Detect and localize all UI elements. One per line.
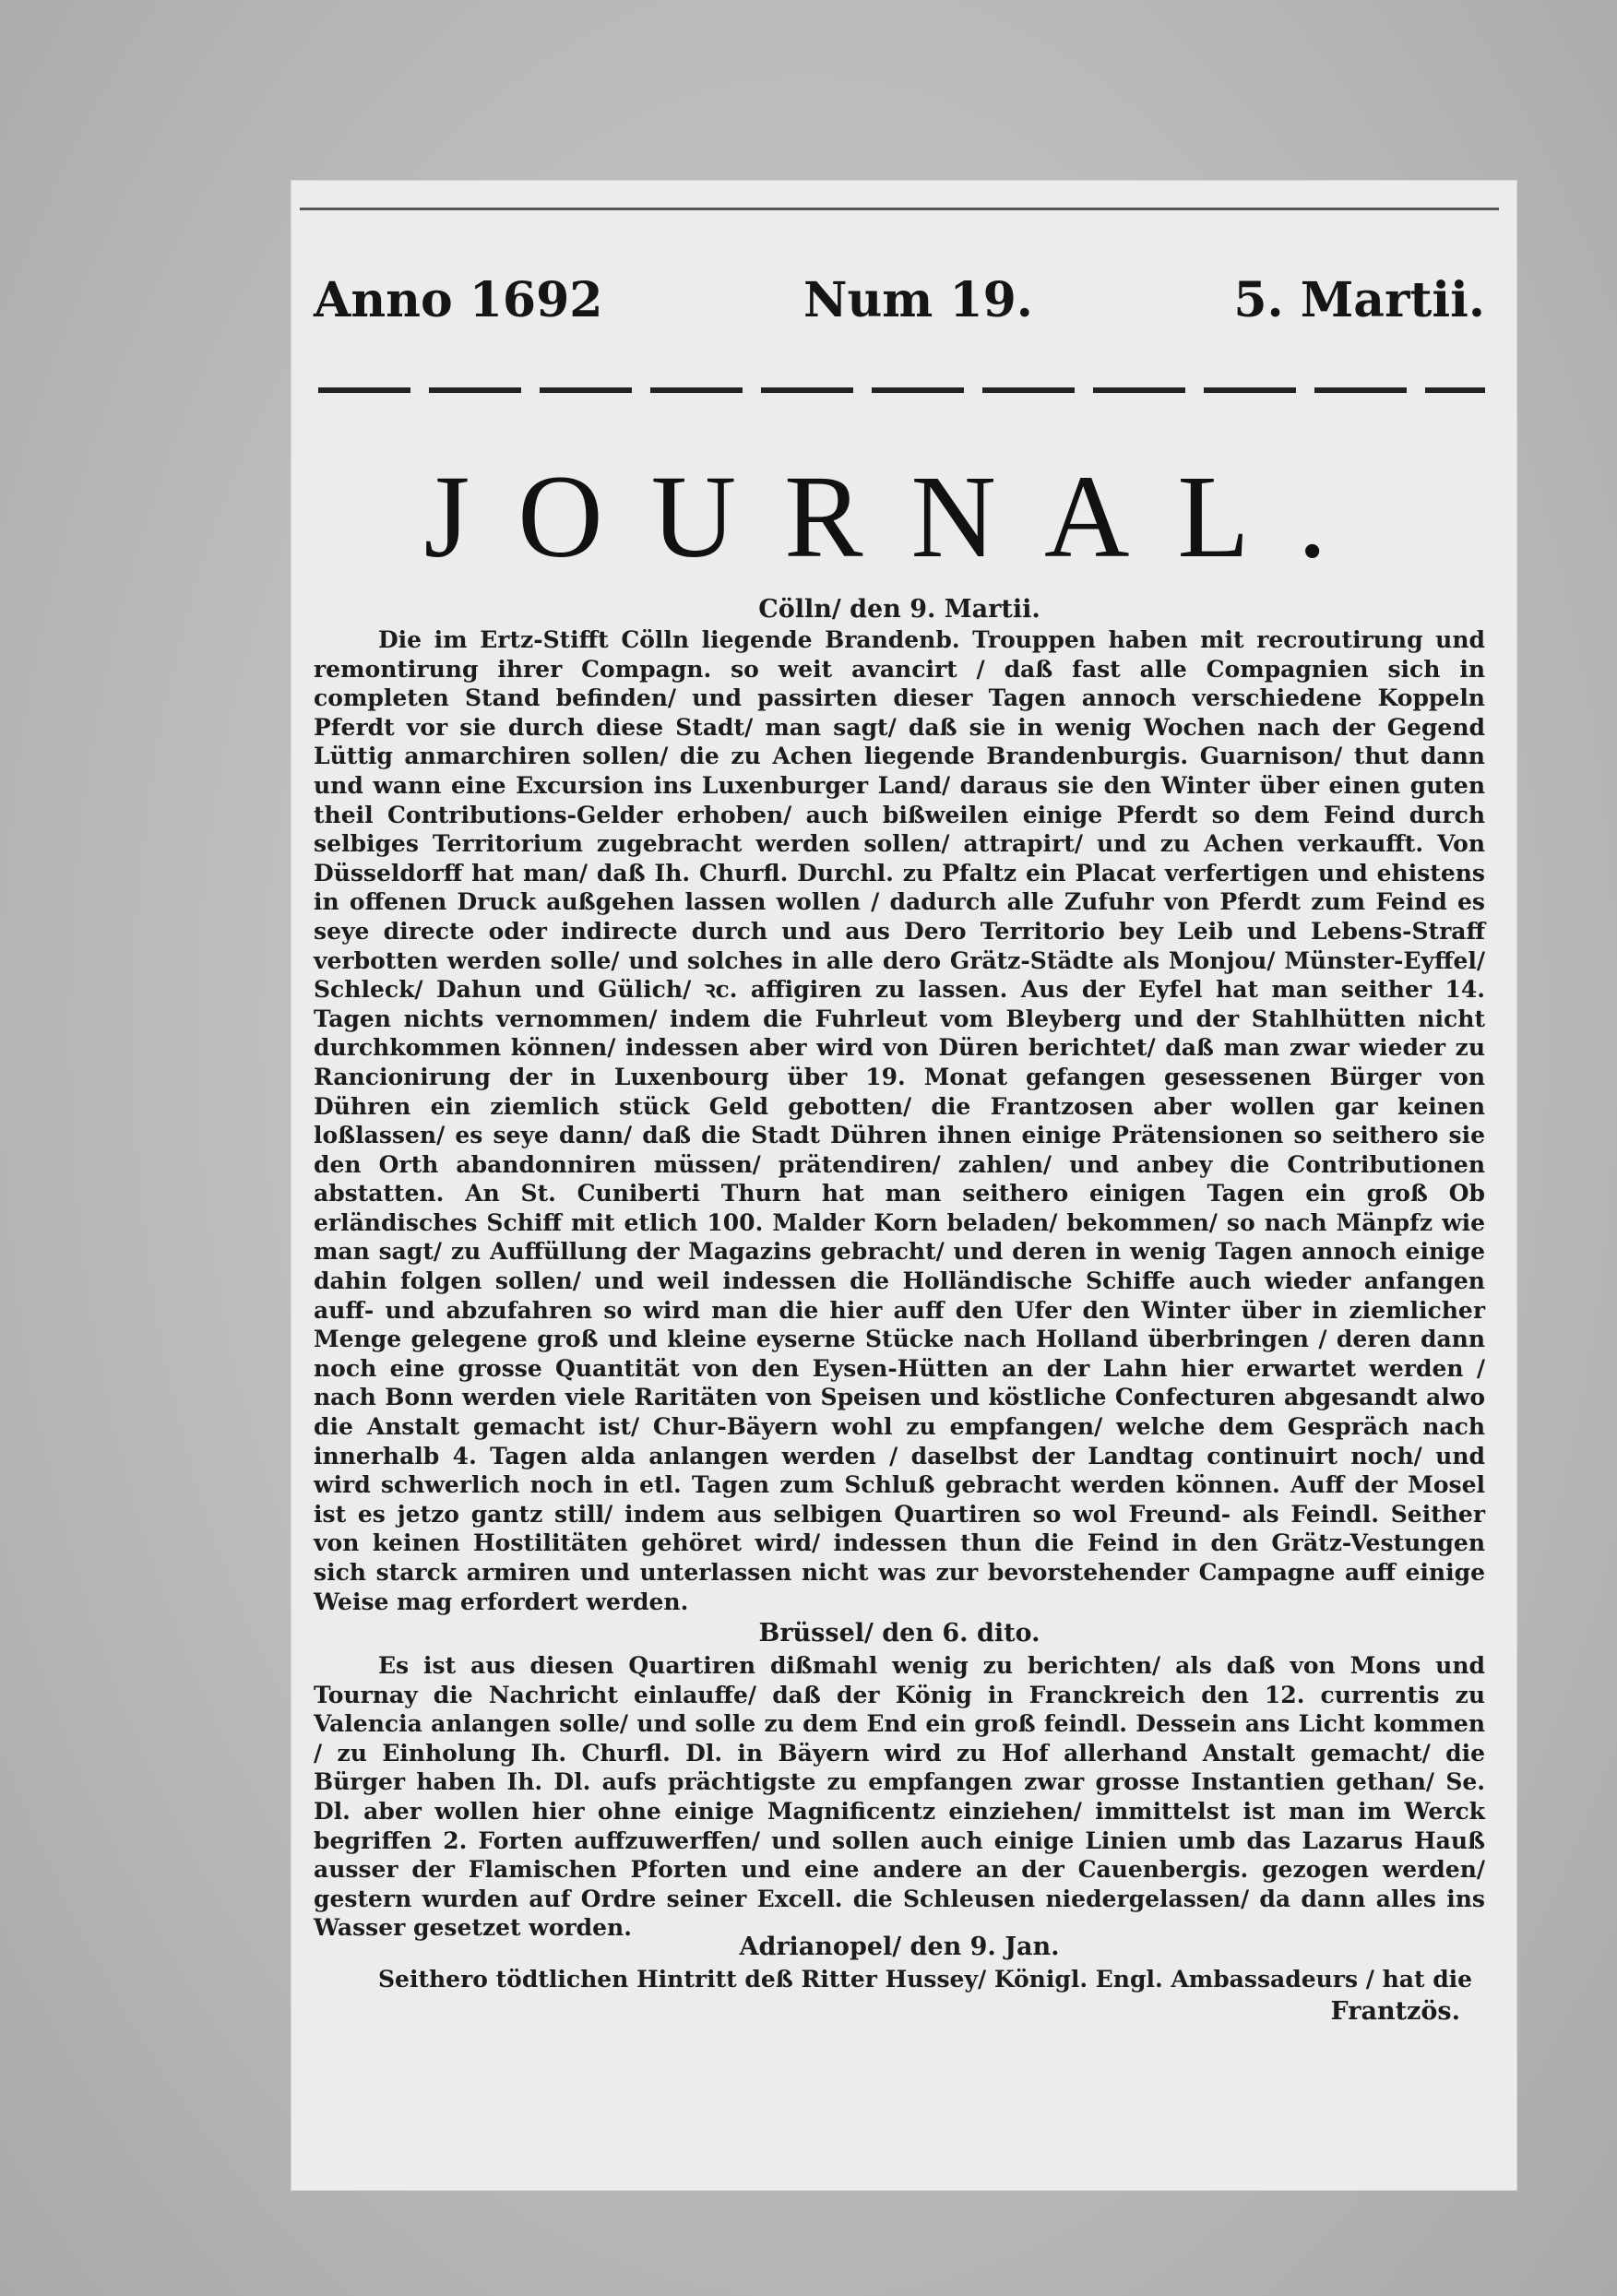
- article-brussels: Es ist aus diesen Quartiren dißmahl wenig zu berichten/ als daß von Mons und Tournay die Nachricht einlauffe/ daß der König in Franckreich den 12. currentis zu Valencia anlangen solle/ und solle zu dem End ein groß feindl. Dessein ans Licht kommen / zu Einholung Ih. Churfl. Dl. in Bäyern wird zu Hof allerhand Anstalt gemacht/ die Bürger haben Ih. Dl. aufs prächtigste zu empfangen zwar grosse Instantien gethan/ Se. Dl. aber wollen hier ohne einige Magnificentz einziehen/ immittelst ist man im Werck begriffen 2. Forten auffzuwerffen/ und sollen auch einige Linien umb das Lazarus Hauß ausser der Flamischen Pforten und eine andere an der Cauenbergis. gezogen werden/ gestern wurden auf Ordre seiner Excell. die Schleusen niedergelassen/ da dann alles ins Wasser gesetzet worden.: [314, 1652, 1485, 1942]
- catchword: Frantzös.: [1330, 1997, 1460, 2026]
- article-cologne: Die im Ertz-Stifft Cölln liegende Brandenb. Trouppen haben mit recroutirung und remontirung ihrer Compagn. so weit avancirt / daß fast alle Compagnien sich in completen Stand befinden/ und passirten dieser Tagen annoch verschiedene Koppeln Pferdt vor sie durch diese Stadt/ man sagt/ daß sie in wenig Wochen nach der Gegend Lüttig anmarchiren sollen/ die zu Achen liegende Brandenburgis. Guarnison/ thut dann und wann eine Excursion ins Luxenburger Land/ daraus sie den Winter über einen guten theil Contributions-Gelder erhoben/ auch bißweilen einige Pferdt so dem Feind durch selbiges Territorium zugebracht werden sollen/ attrapirt/ und zu Achen verkaufft. Von Düsseldorff hat man/ daß Ih. Churfl. Durchl. zu Pfaltz ein Placat verfertigen und ehistens in offenen Druck außgehen lassen wollen / dadurch alle Zufuhr von Pferdt zum Feind es seye directe oder indirecte durch und aus Dero Territorio bey Leib und Lebens-Straff verbotten werden solle/ und solches in alle dero Grätz-Städte als Monjou/ Münster-Eyffel/ Schleck/ Dahun und Gülich/ ꝛc. affigiren zu lassen. Aus der Eyfel hat man seither 14. Tagen nichts vernommen/ indem die Fuhrleut vom Bleyberg und der Stahlhütten nicht durchkommen können/ indessen aber wird von Düren berichtet/ daß man zwar wieder zu Rancionirung der in Luxenbourg über 19. Monat gefangen gesessenen Bürger von Dühren ein ziemlich stück Geld gebotten/ die Frantzosen aber wollen gar keinen loßlassen/ es seye dann/ daß die Stadt Dühren ihnen einige Prätensionen so seithero sie den Orth abandonniren müssen/ prätendiren/ zahlen/ und anbey die Contributionen abstatten. An St. Cuniberti Thurn hat man seithero einigen Tagen ein groß Ob erländisches Schiff mit etlich 100. Malder Korn beladen/ bekommen/ so nach Mänpfz wie man sagt/ zu Auffüllung der Magazins gebracht/ und deren in wenig Tagen annoch einige dahin folgen sollen/ und weil indessen die Holländische Schiffe auch wieder anfangen auff- und abzufahren so wird man die hier auff den Ufer den Winter über in ziemlicher Menge gelegene groß und kleine eyserne Stücke nach Holland überbringen / deren dann noch eine grosse Quantität von den Eysen-Hütten an der Lahn hier erwartet werden / nach Bonn werden viele Raritäten von Speisen und köstliche Confecturen abgesandt alwo die Anstalt gemacht ist/ Chur-Bäyern wohl zu empfangen/ welche dem Gespräch nach innerhalb 4. Tagen alda anlangen werden / daselbst der Landtag continuirt noch/ und wird schwerlich noch in etl. Tagen zum Schluß gebracht werden können. Auff der Mosel ist es jetzo gantz still/ indem aus selbigen Quartiren so wol Freund- als Feindl. Seither von keinen Hostilitäten gehöret wird/ indessen thun die Feind in den Grätz-Vestungen sich starck armiren und unterlassen nicht was zur bevorstehender Campagne auff einige Weise mag erfordert werden.: [314, 626, 1485, 1615]
- issue-number: Num 19.: [803, 272, 1033, 328]
- masthead-title: JOURNAL.: [423, 451, 1375, 582]
- dashed-rule: [318, 387, 1485, 393]
- issue-header: [314, 272, 1485, 337]
- dateline-cologne: Cölln/ den 9. Martii.: [758, 595, 1040, 624]
- top-rule: [300, 208, 1499, 210]
- dateline-brussels: Brüssel/ den 6. dito.: [758, 1619, 1040, 1648]
- issue-year: Anno 1692: [314, 272, 603, 328]
- issue-date: 5. Martii.: [1233, 272, 1485, 328]
- article-adrianople: Seithero tödtlichen Hintritt deß Ritter Hussey/ Königl. Engl. Ambassadeurs / hat die: [378, 1966, 1473, 1993]
- dateline-adrianople: Adrianopel/ den 9. Jan.: [739, 1933, 1060, 1961]
